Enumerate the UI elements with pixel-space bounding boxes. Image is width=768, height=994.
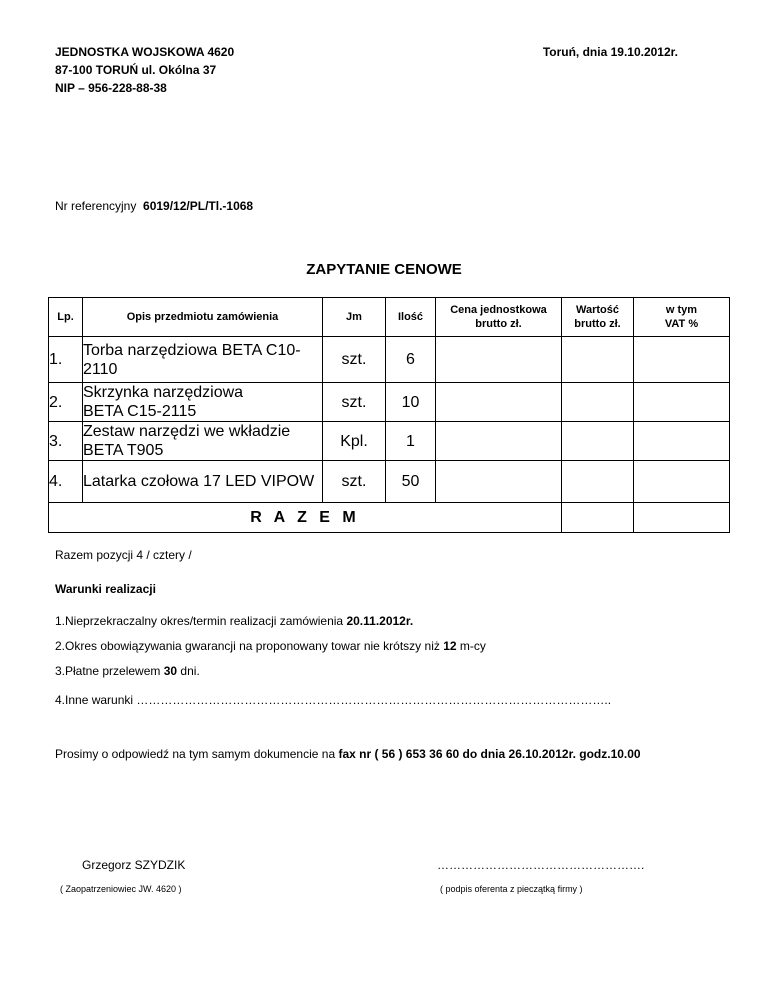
- row-qty: 1: [386, 422, 436, 461]
- row-unit: szt.: [323, 461, 386, 503]
- condition-4: 4.Inne warunki ………………………………………………………………………………………………………..: [55, 693, 612, 707]
- row-vat: [634, 422, 730, 461]
- row-unit-price: [436, 461, 562, 503]
- sender-address: [55, 43, 234, 97]
- row-value: [562, 383, 634, 422]
- header-value-line1: Wartość: [576, 304, 619, 316]
- row-desc-line1: Latarka czołowa 17 LED VIPOW: [83, 473, 315, 490]
- items-summary: Razem pozycji 4 / cztery /: [55, 548, 192, 562]
- row-qty: 50: [386, 461, 436, 503]
- signer-name: Grzegorz SZYDZIK: [82, 858, 186, 872]
- condition-3-text: 3.Płatne przelewem: [55, 664, 164, 678]
- header-vat: [634, 298, 730, 337]
- row-desc-line1: Torba narzędziowa BETA C10-2110: [83, 341, 301, 378]
- row-desc: [83, 422, 323, 461]
- response-request: [55, 747, 641, 761]
- header-unit-price-line1: Cena jednostkowa: [450, 304, 547, 316]
- row-lp: 1.: [49, 337, 83, 383]
- row-desc: [83, 383, 323, 422]
- condition-1-text: 1.Nieprzekraczalny okres/termin realizacji zamówienia: [55, 614, 347, 628]
- signer-role: ( Zaopatrzeniowiec JW. 4620 ): [60, 884, 182, 894]
- condition-2-months: 12: [443, 639, 457, 653]
- sender-street: 87-100 TORUŃ ul. Okólna 37: [55, 63, 217, 77]
- condition-3: [55, 664, 200, 678]
- row-desc-line1: Skrzynka narzędziowa: [83, 384, 244, 401]
- header-vat-line2: VAT %: [664, 318, 699, 330]
- signature-line: …………………………………………….: [437, 858, 645, 872]
- row-vat: [634, 461, 730, 503]
- reference-label: Nr referencyjny: [55, 199, 137, 213]
- header-desc: Opis przedmiotu zamówienia: [83, 298, 323, 337]
- header-lp: Lp.: [49, 298, 83, 337]
- row-value: [562, 337, 634, 383]
- condition-2-text: 2.Okres obowiązywania gwarancji na proponowany towar nie krótszy niż: [55, 639, 444, 653]
- row-unit-price: [436, 383, 562, 422]
- document-title: ZAPYTANIE CENOWE: [306, 261, 462, 278]
- condition-1: [55, 614, 413, 628]
- row-unit-price: [436, 422, 562, 461]
- row-desc: [83, 461, 323, 503]
- response-request-fax: fax nr ( 56 ) 653 36 60 do dnia 26.10.2012r. godz.10.00: [338, 747, 641, 761]
- row-desc-line2: BETA T905: [83, 442, 164, 459]
- header-vat-line1: w tym: [665, 304, 698, 316]
- row-lp: 3.: [49, 422, 83, 461]
- place-date: Toruń, dnia 19.10.2012r.: [542, 45, 678, 59]
- sender-nip: NIP – 956-228-88-38: [55, 81, 167, 95]
- sender-unit: JEDNOSTKA WOJSKOWA 4620: [55, 45, 235, 59]
- total-value: [562, 503, 634, 533]
- row-lp: 4.: [49, 461, 83, 503]
- row-vat: [634, 337, 730, 383]
- condition-1-date: 20.11.2012r.: [346, 614, 414, 628]
- row-lp: 2.: [49, 383, 83, 422]
- header-unit-price-line2: brutto zł.: [475, 318, 522, 330]
- row-qty: 10: [386, 383, 436, 422]
- condition-3-days: 30: [163, 664, 178, 678]
- items-table: [48, 297, 730, 533]
- conditions-title: Warunki realizacji: [55, 582, 156, 596]
- header-unit: Jm: [323, 298, 386, 337]
- header-unit-price: [436, 298, 562, 337]
- response-request-text: Prosimy o odpowiedź na tym samym dokumencie na: [55, 747, 339, 761]
- row-desc-line2: BETA C15-2115: [83, 403, 197, 420]
- table-row: [49, 337, 730, 383]
- total-label: R A Z E M: [49, 503, 562, 533]
- condition-2-tail: m-cy: [456, 639, 486, 653]
- condition-2: [55, 639, 486, 653]
- total-vat: [634, 503, 730, 533]
- header-value-line2: brutto zł.: [574, 318, 621, 330]
- header-qty: Ilość: [386, 298, 436, 337]
- table-row: [49, 422, 730, 461]
- table-header-row: [49, 298, 730, 337]
- row-unit: Kpl.: [323, 422, 386, 461]
- condition-3-tail: dni.: [177, 664, 200, 678]
- row-unit-price: [436, 337, 562, 383]
- table-row: [49, 383, 730, 422]
- reference-value: 6019/12/PL/Tl.-1068: [143, 199, 254, 213]
- signature-caption: ( podpis oferenta z pieczątką firmy ): [440, 884, 583, 894]
- table-row: [49, 461, 730, 503]
- row-value: [562, 461, 634, 503]
- row-value: [562, 422, 634, 461]
- reference-number: [55, 197, 253, 215]
- row-desc-line1: Zestaw narzędzi we wkładzie: [83, 423, 291, 440]
- row-unit: szt.: [323, 337, 386, 383]
- row-qty: 6: [386, 337, 436, 383]
- total-row: [49, 503, 730, 533]
- row-desc: [83, 337, 323, 383]
- row-unit: szt.: [323, 383, 386, 422]
- row-vat: [634, 383, 730, 422]
- header-value: [562, 298, 634, 337]
